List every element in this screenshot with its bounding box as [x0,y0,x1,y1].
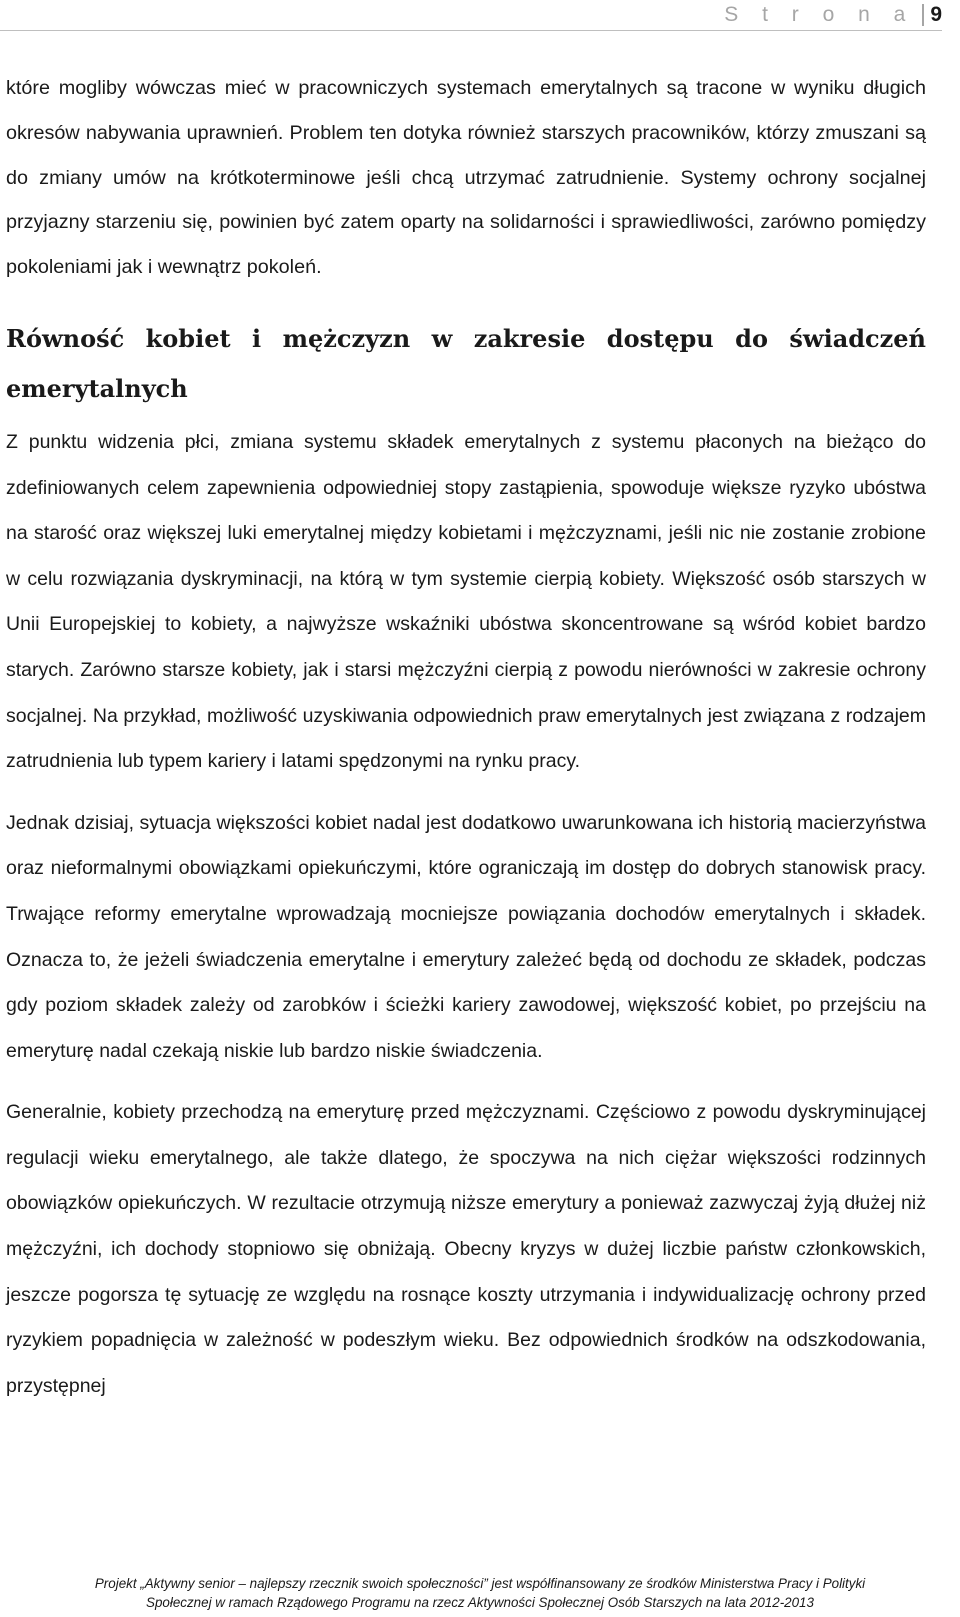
paragraph-3: Generalnie, kobiety przechodzą na emeryturę przed mężczyznami. Częściowo z powodu dyskryminującej regulacji wieku emerytalnego, ale także dlatego, że spoczywa na nich ciężar większości rodzinnych obowiązków opiekuńczych. W rezultacie otrzymują niższe emerytury a ponieważ zazwyczaj żyją dłużej niż mężczyźni, ich dochody stopniowo się obniżają. Obecny kryzys w dużej liczbie państw członkowskich, jeszcze pogorsza tę sytuację ze względu na rosnące koszty utrzymania i indywidualizację ochrony przed ryzykiem popadnięcia w zależność w podeszłym wieku. Bez odpowiednich środków na odszkodowania, przystępnej [6,1101,926,1397]
paragraph-2: Jednak dzisiaj, sytuacja większości kobiet nadal jest dodatkowo uwarunkowana ich historią macierzyństwa oraz nieformalnymi obowiązkami opiekuńczymi, które ograniczają im dostęp do dobrych stanowisk pracy. Trwające reformy emerytalne wprowadzają mocniejsze powiązania dochodów emerytalnych i składek. Oznacza to, że jeżeli świadczenia emerytalne i emerytury zależeć będą od dochodu ze składek, podczas gdy poziom składek zależy od zarobków i ścieżki kariery zawodowej, większość kobiet, po przejściu na emeryturę nadal czekają niskie lub bardzo niskie świadczenia. [6,811,926,1062]
document-body [6,66,926,1409]
paragraph-1: Z punktu widzenia płci, zmiana systemu składek emerytalnych z systemu płaconych na bieżąco do zdefiniowanych celem zapewnienia odpowiedniej stopy zastąpienia, spowoduje większe ryzyko ubóstwa na starość oraz większej luki emerytalnej między kobietami i mężczyznami, jeśli nic nie zostanie zrobione w celu rozwiązania dyskryminacji, na którą w tym systemie cierpią kobiety. Większość osób starszych w Unii Europejskiej to kobiety, a najwyższe wskaźniki ubóstwa skoncentrowane są wśród kobiet bardzo starych. Zarówno starsze kobiety, jak i starsi mężczyźni cierpią z powodu nierówności w zakresie ochrony socjalnej. Na przykład, możliwość uzyskiwania odpowiednich praw emerytalnych jest związana z rodzajem zatrudnienia lub typem kariery i latami spędzonymi na rynku pracy. [6,430,926,773]
paragraph-continuation: które mogliby wówczas mieć w pracowniczych systemach emerytalnych są tracone w wyniku długich okresów nabywania uprawnień. Problem ten dotyka również starszych pracowników, którzy zmuszani są do zmiany umów na krótkoterminowe jeśli chcą utrzymać zatrudnienie. Systemy ochrony socjalnej przyjazny starzeniu się, powinien być zatem oparty na solidarności i sprawiedliwości, zarówno pomiędzy pokoleniami jak i wewnątrz pokoleń. [6,77,926,279]
header-divider [0,30,942,31]
page-header [724,0,942,30]
section-heading: Równość kobiet i mężczyzn w zakresie dostępu do świadczeń emerytalnych [6,323,926,403]
footer-line-1: Projekt „Aktywny senior – najlepszy rzecznik swoich społeczności” jest współfinansowany ze środków Ministerstwa Pracy i Polityki [94,1576,866,1591]
page-number: 9 [922,4,942,26]
page-footer [0,1574,960,1612]
footer-line-2: Społecznej w ramach Rządowego Programu na rzecz Aktywności Społecznej Osób Starszych na lata 2012-2013 [146,1595,814,1610]
page-label: S t r o n a [724,3,915,26]
